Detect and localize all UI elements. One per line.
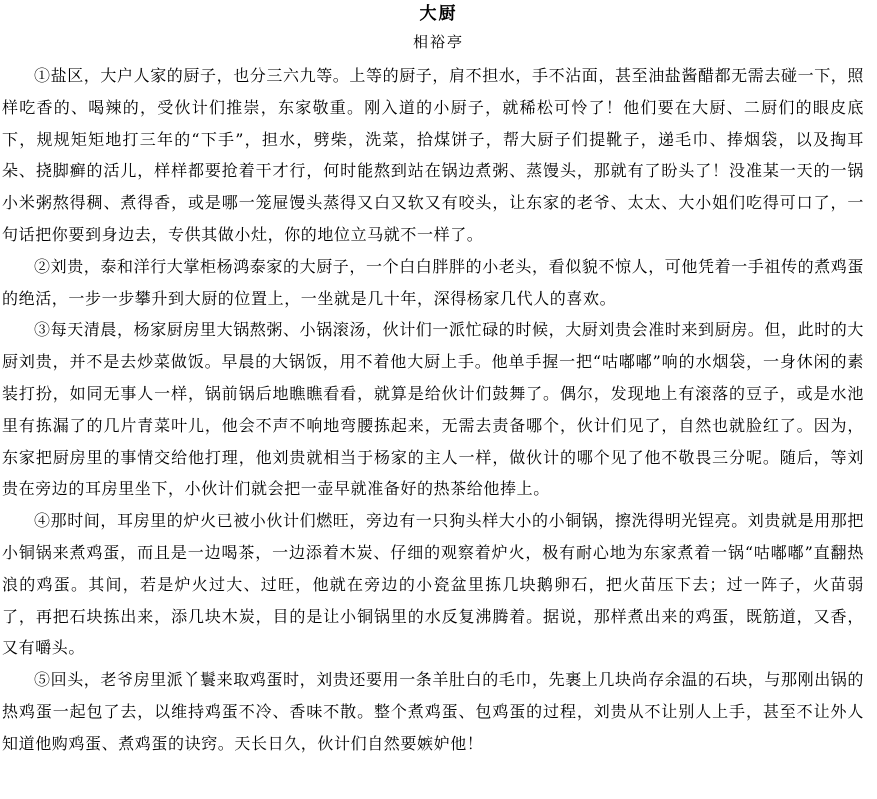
paragraph-1: ①盐区，大户人家的厨子，也分三六九等。上等的厨子，肩不担水，手不沾面，甚至油盐酱醋都无需去碰一下，照样吃香的、喝辣的，受伙计们推崇，东家敬重。刚入道的小厨子，就稀松可怜了！他们要在大厨、二厨们的眼皮底下，规规矩矩地打三年的“下手”，担水，劈柴，洗菜，拾煤饼子，帮大厨子们提靴子，递毛巾、捧烟袋，以及掏耳朵、挠脚癣的活儿，样样都要抢着干才行，何时能熬到站在锅边煮粥、蒸馒头，那就有了盼头了！没准某一天的一锅小米粥熬得稠、煮得香，或是哪一笼屉馒头蒸得又白又软又有咬头，让东家的老爷、太太、大小姐们吃得可口了，一句话把你要到身边去，专供其做小灶，你的地位立马就不一样了。: [2, 66, 865, 244]
paragraph-3: ③每天清晨，杨家厨房里大锅熬粥、小锅滚汤，伙计们一派忙碌的时候，大厨刘贵会准时来到厨房。但，此时的大厨刘贵，并不是去炒菜做饭。早晨的大锅饭，用不着他大厨上手。他单手握一把“咕嘟嘟”响的水烟袋，一身休闲的素装打扮，如同无事人一样，锅前锅后地瞧瞧看看，就算是给伙计们鼓舞了。偶尔，发现地上有滚落的豆子，或是水池里有拣漏了的几片青菜叶儿，他会不声不响地弯腰拣起来，无需去责备哪个，伙计们见了，自然也就脸红了。因为，东家把厨房里的事情交给他打理，他刘贵就相当于杨家的主人一样，做伙计的哪个见了他不敬畏三分呢。随后，等刘贵在旁边的耳房里坐下，小伙计们就会把一壶早就准备好的热茶给他捧上。: [2, 320, 865, 499]
paragraph-4: ④那时间，耳房里的炉火已被小伙计们燃旺，旁边有一只狗头样大小的小铜锅，擦洗得明光锃亮。刘贵就是用那把小铜锅来煮鸡蛋，而且是一边喝茶，一边添着木炭、仔细的观察着炉火，极有耐心地为东家煮着一锅“咕嘟嘟”直翻热浪的鸡蛋。其间，若是炉火过大、过旺，他就在旁边的小瓷盆里拣几块鹅卵石，把火苗压下去；过一阵子，火苗弱了，再把石块拣出来，添几块木炭，目的是让小铜锅里的水反复沸腾着。据说，那样煮出来的鸡蛋，既筋道，又香，又有嚼头。: [2, 511, 865, 658]
article-author: 相裕亭: [412, 33, 464, 51]
paragraph-5: ⑤回头，老爷房里派丫鬟来取鸡蛋时，刘贵还要用一条羊肚白的毛巾，先裹上几块尚存余温的石块，与那刚出锅的热鸡蛋一起包了去，以维持鸡蛋不冷、香味不散。整个煮鸡蛋、包鸡蛋的过程，刘贵从不让别人上手，甚至不让外人知道他购鸡蛋、煮鸡蛋的诀窍。天长日久，伙计们自然要嫉妒他！: [2, 670, 865, 753]
paragraph-2: ②刘贵，泰和洋行大掌柜杨鸿泰家的大厨子，一个白白胖胖的小老头，看似貌不惊人，可他凭着一手祖传的煮鸡蛋的绝活，一步一步攀升到大厨的位置上，一坐就是几十年，深得杨家几代人的喜欢。: [2, 256, 865, 308]
article-body: [2, 60, 864, 760]
article-title: 大厨: [419, 4, 458, 24]
